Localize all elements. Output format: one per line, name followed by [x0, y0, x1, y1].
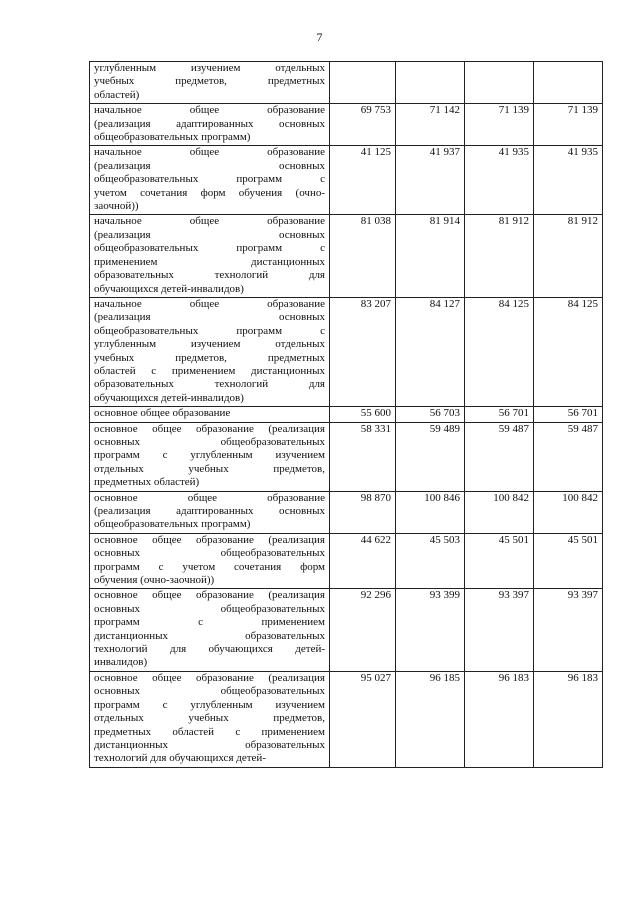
description-line: основных общеобразовательных — [94, 435, 325, 448]
table-row — [90, 215, 603, 297]
table-row — [90, 407, 603, 422]
description-line: технологий для обучающихся детей- — [94, 752, 266, 765]
value-cell-1 — [330, 62, 396, 104]
row-description — [90, 491, 330, 533]
description-line: отдельных учебных предметов, — [94, 712, 325, 725]
description-line: дистанционных образовательных — [94, 629, 325, 642]
value-cell-4: 56 701 — [534, 407, 603, 422]
row-description — [90, 297, 330, 406]
description-line: общеобразовательных программ с — [94, 242, 325, 255]
value-cell-3: 81 912 — [465, 215, 534, 297]
value-cell-1: 44 622 — [330, 533, 396, 589]
description-line: заочной)) — [94, 200, 139, 213]
data-table — [89, 61, 603, 768]
description-line: общеобразовательных программ с — [94, 324, 325, 337]
description-line: (реализация основных — [94, 311, 325, 324]
value-cell-2 — [396, 62, 465, 104]
description-line: программ с применением — [94, 616, 325, 629]
description-line: основное общее образование — [94, 491, 325, 504]
description-line: общеобразовательных программ с — [94, 173, 325, 186]
description-line: инвалидов) — [94, 656, 148, 669]
description-line: учебных предметов, предметных — [94, 75, 325, 88]
value-cell-3 — [465, 62, 534, 104]
description-line: общеобразовательных программ) — [94, 518, 251, 531]
value-cell-3: 100 842 — [465, 491, 534, 533]
value-cell-4: 41 935 — [534, 146, 603, 215]
table-row — [90, 104, 603, 146]
table-row — [90, 146, 603, 215]
description-line: областей с применением дистанционных — [94, 364, 325, 377]
table-row — [90, 533, 603, 589]
table-row — [90, 422, 603, 491]
description-line: технологий для обучающихся детей- — [94, 643, 325, 656]
description-line: основное общее образование (реализация — [94, 533, 325, 546]
value-cell-3: 56 701 — [465, 407, 534, 422]
value-cell-4: 96 183 — [534, 671, 603, 767]
description-line: программ с углубленным изучением — [94, 698, 325, 711]
table-row — [90, 491, 603, 533]
description-line: образовательных технологий для — [94, 269, 325, 282]
table-row — [90, 62, 603, 104]
value-cell-3: 71 139 — [465, 104, 534, 146]
description-line: основных общеобразовательных — [94, 602, 325, 615]
value-cell-1: 81 038 — [330, 215, 396, 297]
description-line: обучения (очно-заочной)) — [94, 574, 215, 587]
description-line: (реализация основных — [94, 159, 325, 172]
row-description — [90, 215, 330, 297]
value-cell-3: 59 487 — [465, 422, 534, 491]
description-line: основных общеобразовательных — [94, 547, 325, 560]
description-line: учетом сочетания форм обучения (очно- — [94, 186, 325, 199]
value-cell-4: 81 912 — [534, 215, 603, 297]
value-cell-2: 81 914 — [396, 215, 465, 297]
value-cell-1: 98 870 — [330, 491, 396, 533]
value-cell-2: 100 846 — [396, 491, 465, 533]
value-cell-4: 84 125 — [534, 297, 603, 406]
value-cell-2: 71 142 — [396, 104, 465, 146]
description-line: (реализация адаптированных основных — [94, 505, 325, 517]
description-line: основных общеобразовательных — [94, 685, 325, 698]
description-line: основное общее образование (реализация — [94, 589, 325, 602]
value-cell-3: 93 397 — [465, 589, 534, 671]
description-line: начальное общее образование — [94, 297, 325, 310]
value-cell-4: 71 139 — [534, 104, 603, 146]
description-line: учебных предметов, предметных — [94, 351, 325, 364]
row-description — [90, 671, 330, 767]
description-line: применением дистанционных — [94, 255, 325, 268]
description-line: предметных областей с применением — [94, 725, 325, 738]
row-description — [90, 407, 330, 422]
value-cell-1: 41 125 — [330, 146, 396, 215]
description-line: (реализация основных — [94, 228, 325, 241]
description-line: обучающихся детей-инвалидов) — [94, 282, 244, 295]
value-cell-2: 56 703 — [396, 407, 465, 422]
value-cell-1: 95 027 — [330, 671, 396, 767]
row-description — [90, 146, 330, 215]
description-line: дистанционных образовательных — [94, 738, 325, 751]
description-line: основное общее образование — [94, 407, 231, 420]
table-row — [90, 297, 603, 406]
page-number: 7 — [316, 30, 323, 44]
value-cell-4: 59 487 — [534, 422, 603, 491]
table-body — [90, 62, 603, 768]
value-cell-2: 45 503 — [396, 533, 465, 589]
description-line: углубленным изучением отдельных — [94, 338, 325, 351]
value-cell-2: 59 489 — [396, 422, 465, 491]
description-line: программ с углубленным изучением — [94, 449, 325, 462]
value-cell-3: 41 935 — [465, 146, 534, 215]
value-cell-2: 84 127 — [396, 297, 465, 406]
description-line: (реализация адаптированных основных — [94, 117, 325, 130]
description-line: обучающихся детей-инвалидов) — [94, 391, 244, 404]
value-cell-1: 58 331 — [330, 422, 396, 491]
value-cell-1: 55 600 — [330, 407, 396, 422]
description-line: начальное общее образование — [94, 215, 325, 228]
row-description — [90, 104, 330, 146]
value-cell-1: 92 296 — [330, 589, 396, 671]
value-cell-2: 41 937 — [396, 146, 465, 215]
description-line: отдельных учебных предметов, — [94, 462, 325, 475]
description-line: программ с учетом сочетания форм — [94, 560, 325, 573]
value-cell-3: 45 501 — [465, 533, 534, 589]
description-line: начальное общее образование — [94, 146, 325, 159]
value-cell-1: 83 207 — [330, 297, 396, 406]
description-line: общеобразовательных программ) — [94, 131, 251, 144]
value-cell-4: 100 842 — [534, 491, 603, 533]
value-cell-4: 93 397 — [534, 589, 603, 671]
description-line: предметных областей) — [94, 476, 200, 489]
row-description — [90, 62, 330, 104]
value-cell-2: 96 185 — [396, 671, 465, 767]
description-line: образовательных технологий для — [94, 378, 325, 391]
value-cell-4: 45 501 — [534, 533, 603, 589]
row-description — [90, 533, 330, 589]
row-description — [90, 589, 330, 671]
table-row — [90, 589, 603, 671]
description-line: углубленным изучением отдельных — [94, 62, 325, 74]
value-cell-1: 69 753 — [330, 104, 396, 146]
value-cell-3: 96 183 — [465, 671, 534, 767]
description-line: основное общее образование (реализация — [94, 671, 325, 684]
description-line: начальное общее образование — [94, 104, 325, 117]
value-cell-3: 84 125 — [465, 297, 534, 406]
table-row — [90, 671, 603, 767]
value-cell-2: 93 399 — [396, 589, 465, 671]
description-line: областей) — [94, 88, 140, 101]
description-line: основное общее образование (реализация — [94, 422, 325, 435]
row-description — [90, 422, 330, 491]
value-cell-4 — [534, 62, 603, 104]
